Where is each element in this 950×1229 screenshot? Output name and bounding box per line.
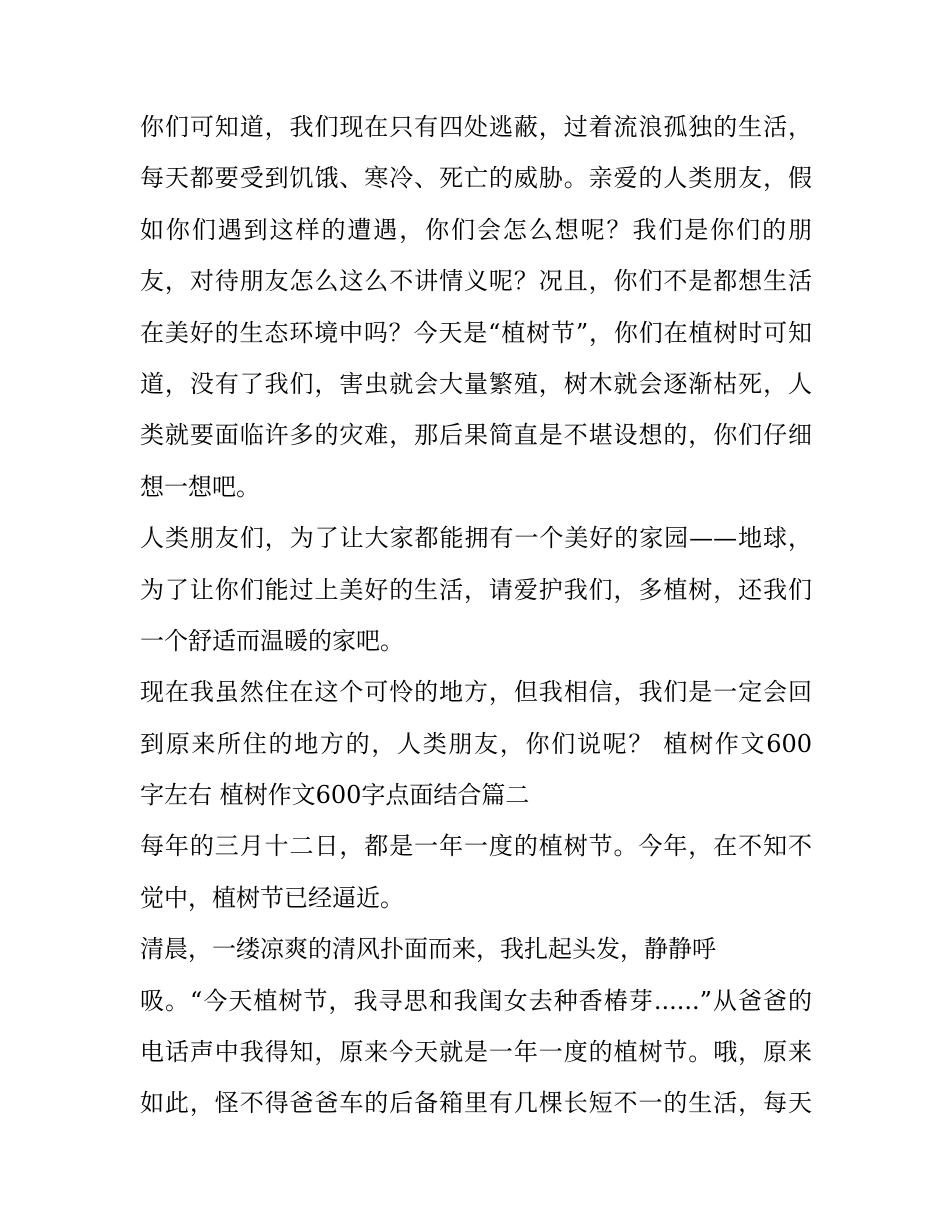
text-line: 在美好的生态环境中吗？今天是“植树节”，你们在植树时可知 — [140, 318, 812, 347]
text-line: 字左右 植树作文600字点面结合篇二 — [140, 781, 530, 810]
text-line: 一个舒适而温暖的家吧。 — [140, 626, 404, 655]
text-line: 电话声中我得知，原来今天就是一年一度的植树节。哦，原来 — [140, 1038, 812, 1067]
text-line: 你们可知道，我们现在只有四处逃蔽，过着流浪孤独的生活， — [140, 113, 812, 141]
text-line: 清晨，一缕凉爽的清风扑面而来，我扎起头发，静静呼 — [140, 935, 716, 964]
text-line: 想一想吧。 — [140, 472, 260, 501]
text-line: 到原来所住的地方的，人类朋友，你们说呢？ 植树作文600 — [140, 729, 812, 758]
text-line: 每天都要受到饥饿、寒冷、死亡的威胁。亲爱的人类朋友，假 — [140, 164, 812, 193]
text-line: 每年的三月十二日，都是一年一度的植树节。今年，在不知不 — [140, 832, 812, 861]
text-line: 类就要面临许多的灾难，那后果简直是不堪设想的，你们仔细 — [140, 421, 812, 450]
text-line: 道，没有了我们，害虫就会大量繁殖，树木就会逐渐枯死，人 — [140, 369, 812, 398]
document-body — [140, 102, 820, 1130]
text-line: 友，对待朋友怎么这么不讲情义呢？况且，你们不是都想生活 — [140, 267, 812, 296]
text-line: 如此，怪不得爸爸车的后备箱里有几棵长短不一的生活，每天 — [140, 1089, 812, 1118]
text-line: 如你们遇到这样的遭遇，你们会怎么想呢？我们是你们的朋 — [140, 215, 812, 244]
text-line: 现在我虽然住在这个可怜的地方，但我相信，我们是一定会回 — [140, 678, 812, 707]
text-line: 为了让你们能过上美好的生活，请爱护我们，多植树，还我们 — [140, 575, 812, 604]
text-line: 吸。“今天植树节，我寻思和我闺女去种香椿芽......”从爸爸的 — [140, 986, 812, 1015]
text-line: 觉中，植树节已经逼近。 — [140, 883, 404, 912]
text-line: 人类朋友们，为了让大家都能拥有一个美好的家园——地球， — [140, 524, 812, 553]
